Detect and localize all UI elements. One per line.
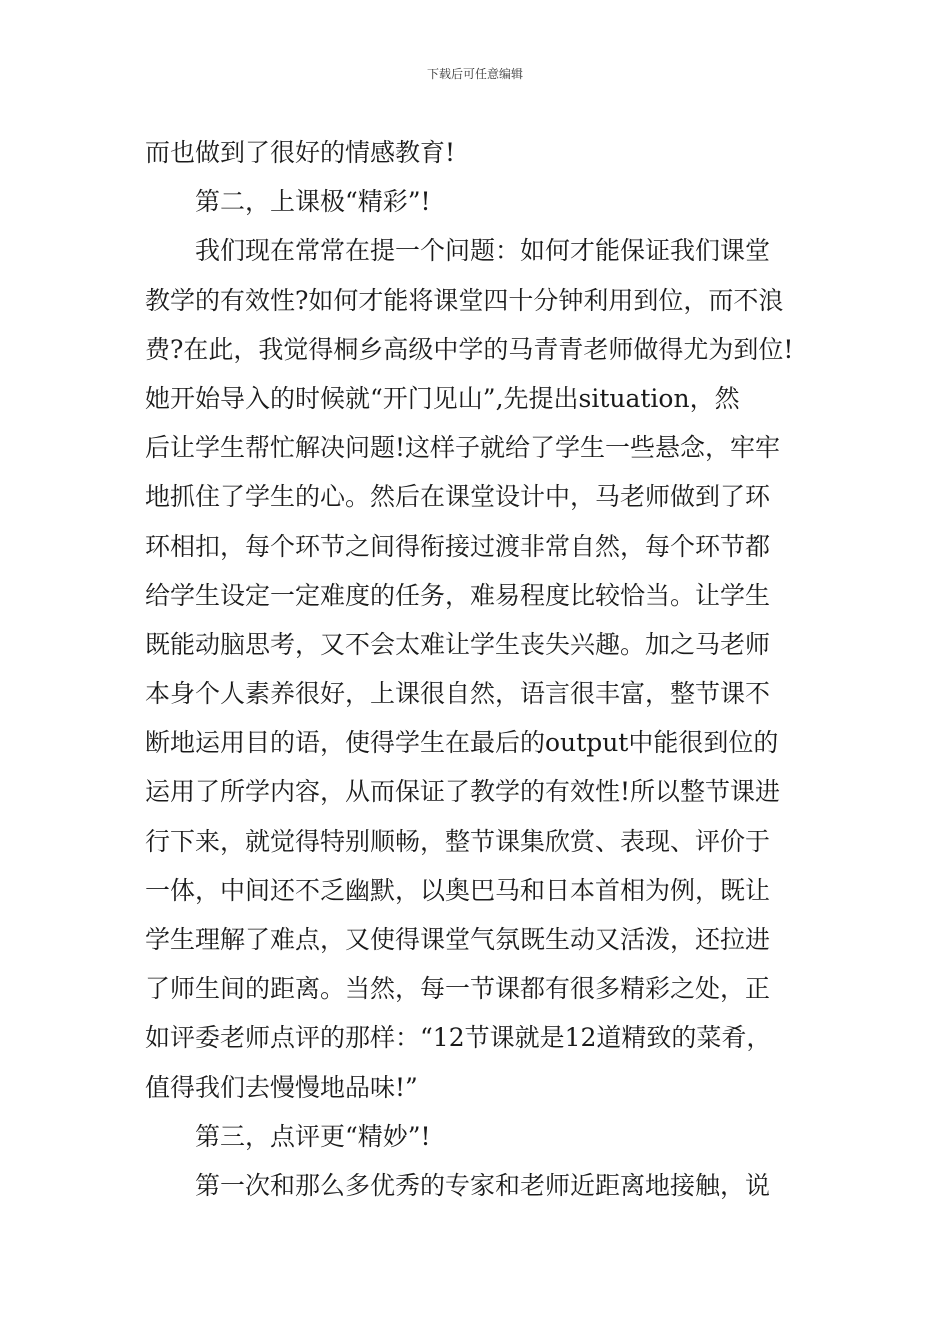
text-line: 她开始导入的时候就“开门见山”,先提出situation，然 (145, 383, 740, 413)
text-line: 本身个人素养很好，上课很自然，语言很丰富，整节课不 (145, 679, 771, 709)
text-line: 值得我们去慢慢地品味!” (145, 1072, 418, 1102)
text-line: 一体，中间还不乏幽默，以奥巴马和日本首相为例，既让 (145, 875, 771, 905)
text-line: 既能动脑思考，又不会太难让学生丧失兴趣。加之马老师 (145, 629, 771, 659)
text-line: 学生理解了难点，又使得课堂气氛既生动又活泼，还拉进 (145, 925, 771, 954)
text-line: 后让学生帮忙解决问题!这样子就给了学生一些悬念，牢牢 (145, 433, 781, 463)
text-line: 第三，点评更“精妙”! (195, 1121, 431, 1151)
document-body (145, 128, 810, 1210)
text-line: 费?在此，我觉得桐乡高级中学的马青青老师做得尤为到位! (145, 334, 794, 364)
text-line: 断地运用目的语，使得学生在最后的output中能很到位的 (145, 728, 779, 758)
text-line: 运用了所学内容，从而保证了教学的有效性!所以整节课进 (145, 777, 781, 807)
page-header: 下载后可任意编辑 (426, 67, 523, 81)
text-line: 第二，上课极“精彩”! (195, 187, 431, 217)
text-line: 了师生间的距离。当然，每一节课都有很多精彩之处，正 (145, 974, 771, 1004)
text-line: 环相扣，每个环节之间得衔接过渡非常自然，每个环节都 (145, 531, 771, 561)
text-line: 而也做到了很好的情感教育! (145, 138, 456, 167)
text-line: 第一次和那么多优秀的专家和老师近距离地接触，说 (195, 1170, 771, 1200)
text-line: 给学生设定一定难度的任务，难易程度比较恰当。让学生 (145, 580, 771, 610)
text-line: 我们现在常常在提一个问题：如何才能保证我们课堂 (195, 236, 771, 266)
text-line: 行下来，就觉得特别顺畅，整节课集欣赏、表现、评价于 (145, 826, 771, 856)
text-line: 教学的有效性?如何才能将课堂四十分钟利用到位，而不浪 (145, 285, 784, 315)
text-line: 如评委老师点评的那样：“12节课就是12道精致的菜肴， (145, 1023, 772, 1053)
text-line: 地抓住了学生的心。然后在课堂设计中，马老师做到了环 (145, 482, 771, 512)
